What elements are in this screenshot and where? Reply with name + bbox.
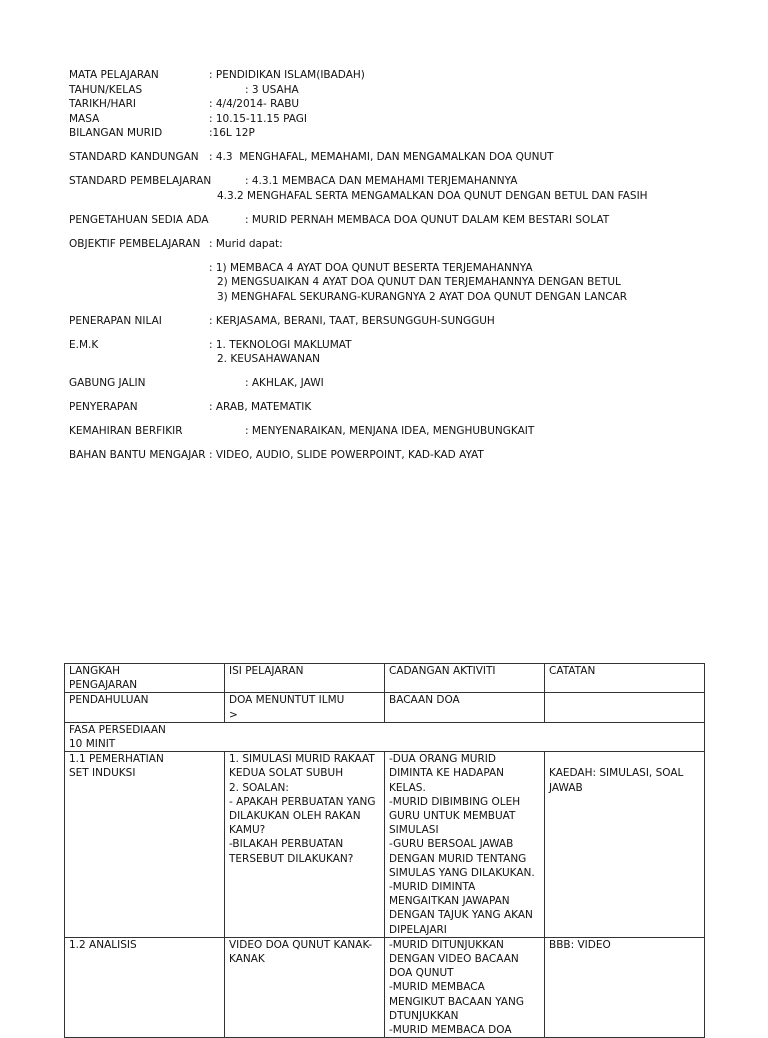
label-gabung-jalin: GABUNG JALIN — [69, 377, 146, 389]
table-cell: -DUA ORANG MURID DIMINTA KE HADAPAN KELAS. -MURID DIBIMBING OLEH GURU UNTUK MEMBUAT SIMULASI -GURU BERSOAL JAWAB DENGAN MURID TENTANG SIMULAS YANG DILAKUKAN. -MURID DIMINTA MENGAITKAN JAWAPAN DENGAN TAJUK YANG AKAN DIPELAJARI — [385, 752, 545, 938]
table-row — [65, 722, 705, 751]
label-pengetahuan-sedia-ada: PENGETAHUAN SEDIA ADA — [69, 213, 209, 226]
table-header-row — [65, 664, 705, 693]
label-tahun-kelas: TAHUN/KELAS — [69, 83, 143, 96]
table-cell: PENDAHULUAN — [65, 693, 225, 722]
objektif-item-1: : 1) MEMBACA 4 AYAT DOA QUNUT BESERTA TERJEMAHANNYA — [209, 261, 533, 274]
table-row — [65, 937, 705, 1037]
row-bilangan-murid — [69, 126, 749, 141]
row-gabung-jalin — [69, 376, 749, 391]
label-masa: MASA — [69, 112, 100, 125]
table-cell: -MURID DITUNJUKKAN DENGAN VIDEO BACAAN DOA QUNUT -MURID MEMBACA MENGIKUT BACAAN YANG DTUNJUKKAN -MURID MEMBACA DOA — [385, 937, 545, 1037]
row-bahan-bantu-mengajar — [69, 448, 749, 463]
row-penerapan-nilai — [69, 314, 749, 329]
value-mata-pelajaran: : PENDIDIKAN ISLAM(IBADAH) — [209, 69, 365, 81]
table-row — [65, 693, 705, 722]
row-standard-kandungan — [69, 150, 749, 165]
table-row — [65, 752, 705, 938]
label-kemahiran-berfikir: KEMAHIRAN BERFIKIR — [69, 425, 183, 437]
lesson-table — [64, 663, 705, 1038]
table-cell-fasa: FASA PERSEDIAAN 10 MINIT — [65, 722, 705, 751]
row-pengetahuan-sedia-ada — [69, 213, 749, 228]
value-penerapan-nilai: : KERJASAMA, BERANI, TAAT, BERSUNGGUH-SUNGGUH — [209, 314, 495, 327]
lesson-plan-header — [69, 68, 749, 463]
label-penyerapan: PENYERAPAN — [69, 401, 138, 413]
value-masa: : 10.15-11.15 PAGI — [209, 112, 308, 125]
table-cell: VIDEO DOA QUNUT KANAK- KANAK — [225, 937, 385, 1037]
row-masa — [69, 112, 749, 127]
row-kemahiran-berfikir — [69, 424, 749, 439]
objektif-item-2: 2) MENGSUAIKAN 4 AYAT DOA QUNUT DAN TERJEMAHANNYA DENGAN BETUL — [217, 276, 621, 288]
value-objektif-pembelajaran: : Murid dapat: — [209, 237, 283, 250]
row-emk — [69, 338, 749, 353]
label-objektif-pembelajaran: OBJEKTIF PEMBELAJARAN — [69, 237, 201, 250]
table-cell: 1.2 ANALISIS — [65, 937, 225, 1037]
value-kemahiran-berfikir: : MENYENARAIKAN, MENJANA IDEA, MENGHUBUNGKAIT — [245, 425, 535, 437]
table-cell: 1.1 PEMERHATIAN SET INDUKSI — [65, 752, 225, 938]
label-bahan-bantu-mengajar: BAHAN BANTU MENGAJAR — [69, 449, 206, 461]
value-gabung-jalin: : AKHLAK, JAWI — [245, 377, 324, 389]
table-cell: DOA MENUNTUT ILMU > — [225, 693, 385, 722]
value-penyerapan: : ARAB, MATEMATIK — [209, 401, 312, 413]
value-standard-pembelajaran-2: 4.3.2 MENGHAFAL SERTA MENGAMALKAN DOA QUNUT DENGAN BETUL DAN FASIH — [217, 189, 648, 202]
label-bilangan-murid: BILANGAN MURID — [69, 127, 163, 139]
value-tahun-kelas: : 3 USAHA — [245, 83, 299, 96]
table-cell — [545, 693, 705, 722]
row-standard-pembelajaran — [69, 174, 749, 189]
label-tarikh-hari: TARIKH/HARI — [69, 98, 136, 110]
value-bahan-bantu-mengajar: : VIDEO, AUDIO, SLIDE POWERPOINT, KAD-KAD AYAT — [209, 449, 484, 461]
label-penerapan-nilai: PENERAPAN NILAI — [69, 314, 162, 327]
value-bilangan-murid: :16L 12P — [209, 127, 255, 139]
row-tarikh-hari — [69, 97, 749, 112]
label-mata-pelajaran: MATA PELAJARAN — [69, 69, 159, 81]
table-cell: BACAAN DOA — [385, 693, 545, 722]
row-penyerapan — [69, 400, 749, 415]
objektif-item-3: 3) MENGHAFAL SEKURANG-KURANGNYA 2 AYAT DOA QUNUT DENGAN LANCAR — [217, 290, 628, 303]
header-cadangan-aktiviti: CADANGAN AKTIVITI — [385, 664, 545, 693]
table-cell: BBB: VIDEO — [545, 937, 705, 1037]
header-catatan: CATATAN — [545, 664, 705, 693]
row-mata-pelajaran — [69, 68, 749, 83]
value-emk-2: 2. KEUSAHAWANAN — [217, 353, 320, 365]
row-objektif-pembelajaran — [69, 237, 749, 252]
value-pengetahuan-sedia-ada: : MURID PERNAH MEMBACA DOA QUNUT DALAM KEM BESTARI SOLAT — [245, 213, 610, 226]
label-emk: E.M.K — [69, 338, 99, 351]
value-emk-1: : 1. TEKNOLOGI MAKLUMAT — [209, 338, 352, 351]
header-langkah-pengajaran: LANGKAH PENGAJARAN — [65, 664, 225, 693]
label-standard-kandungan: STANDARD KANDUNGAN — [69, 151, 199, 163]
value-tarikh-hari: : 4/4/2014- RABU — [209, 98, 300, 110]
table-cell: KAEDAH: SIMULASI, SOAL JAWAB — [545, 752, 705, 938]
header-isi-pelajaran: ISI PELAJARAN — [225, 664, 385, 693]
label-standard-pembelajaran: STANDARD PEMBELAJARAN — [69, 175, 212, 187]
table-cell: 1. SIMULASI MURID RAKAAT KEDUA SOLAT SUBUH 2. SOALAN: - APAKAH PERBUATAN YANG DILAKUKAN OLEH RAKAN KAMU? -BILAKAH PERBUATAN TERSEBUT DILAKUKAN? — [225, 752, 385, 938]
value-standard-kandungan: : 4.3 MENGHAFAL, MEMAHAMI, DAN MENGAMALKAN DOA QUNUT — [209, 151, 554, 163]
row-tahun-kelas — [69, 83, 749, 98]
value-standard-pembelajaran-1: : 4.3.1 MEMBACA DAN MEMAHAMI TERJEMAHANNYA — [245, 175, 518, 187]
